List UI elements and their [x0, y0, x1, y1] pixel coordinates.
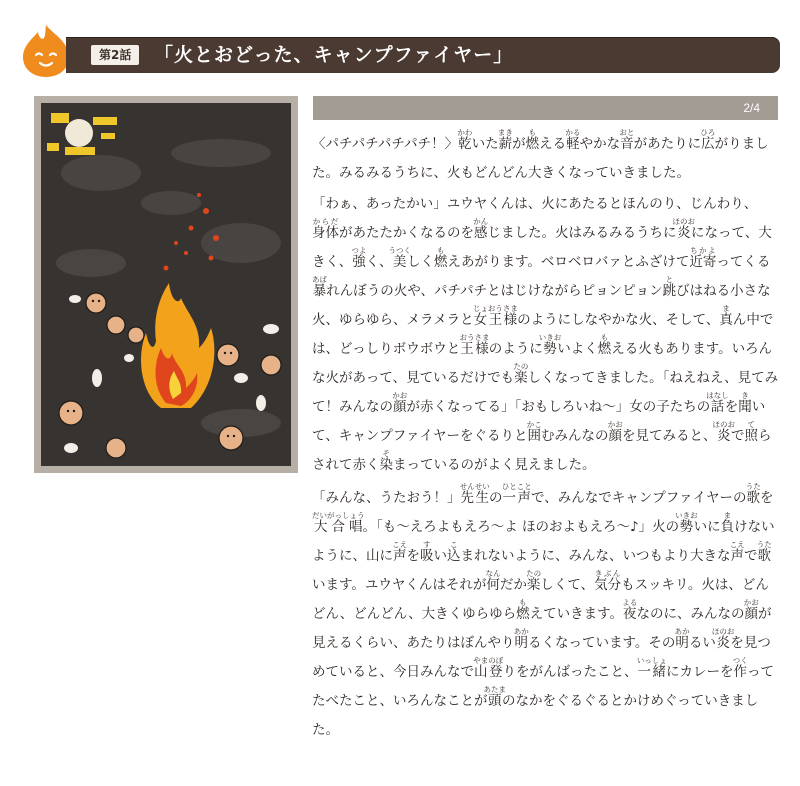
story-text-run: えあがります。ベロベロバァとふざけて [447, 254, 690, 270]
furigana-word: 乾かわ [457, 128, 473, 152]
story-text-run: がりました。みるみるうちに、火もどんどん大きくなっていきました。 [312, 136, 769, 181]
furigana-word: 燃も [433, 246, 448, 270]
story-text-run: を [759, 490, 774, 506]
story-text-run: ってたべたこと、いろんなことが [312, 664, 774, 709]
furigana-word: 楽たの [513, 362, 529, 386]
story-text [312, 128, 780, 745]
story-text-run: が [512, 136, 526, 152]
furigana-word: 感かん [473, 217, 489, 241]
story-text-run: むみんなの [540, 428, 609, 444]
story-text-run: じました。火はみるみるうちに [487, 225, 677, 241]
story-text-run: だか [499, 577, 527, 593]
story-text-run: える火もあります。いろんな火があって、見ているだけでも [312, 341, 773, 386]
furigana-word: 明あか [513, 627, 529, 651]
furigana-word: 込こ [447, 540, 461, 564]
story-text-run: けないように、山に [312, 519, 775, 564]
story-text-run: を [724, 399, 739, 415]
furigana-word: 聞き [738, 391, 752, 415]
furigana-word: 何なん [485, 569, 501, 593]
story-text-run: 「わぁ、あったかい」ユウヤくんは、火にあたるとほんのり、じんわり、 [312, 196, 758, 212]
story-text-run: を [406, 548, 420, 564]
story-text-run: るくなっています。その [528, 635, 676, 651]
furigana-word: 顔かお [607, 420, 623, 444]
furigana-word: 強つよ [351, 246, 367, 270]
story-text-run: があたりに [633, 136, 702, 152]
campfire-illustration [41, 103, 291, 466]
furigana-word: 勢いきお [675, 511, 698, 535]
flame-mascot-icon [20, 22, 72, 78]
story-text-run: しくなってきました。「ねえねえ、見てみて！みんなの [312, 370, 779, 415]
furigana-word: 暴あば [312, 275, 327, 299]
furigana-word: 真ま [719, 304, 733, 328]
furigana-word: 薪まき [497, 128, 513, 152]
furigana-word: 明あか [674, 627, 690, 651]
furigana-word: 囲かこ [526, 420, 542, 444]
story-text-run: のようにしなやかな火、そして、 [517, 312, 720, 328]
furigana-word: 先生せんせい [459, 482, 490, 506]
story-text-run: 。「も～えろよもえろ～よ ほのおよもえろ～♪」火の [362, 519, 680, 535]
furigana-word: 燃も [516, 598, 530, 622]
furigana-word: 軽かる [565, 128, 581, 152]
story-text-run: しく [406, 254, 434, 270]
story-text-run: いに [693, 519, 721, 535]
furigana-word: 王様おうさま [459, 333, 490, 357]
story-text-run: まれないように、みんな、いつもより大きな [460, 548, 731, 564]
furigana-word: 勢いきお [538, 333, 562, 357]
furigana-word: 美うつく [388, 246, 411, 270]
story-text-run: が赤くなってる」「おもしろいね～」女の子たちの [406, 399, 711, 415]
story-text-run: いて、キャンプファイヤーをぐるりと [312, 399, 766, 444]
story-paragraph [312, 128, 780, 188]
furigana-word: 広ひろ [700, 128, 716, 152]
furigana-word: 跳と [662, 275, 677, 299]
story-text-run: が見えるくらい、あたりはぼんやり [312, 606, 772, 651]
story-text-run: らされて赤く [312, 428, 772, 473]
story-text-run: もスッキリ。火は、どんどん、どんどん、大きくゆらゆら [312, 577, 769, 622]
furigana-word: 燃も [597, 333, 612, 357]
story-text-run: のなかをぐるぐるとかけめぐっていきました。 [312, 693, 759, 738]
furigana-word: 身体からだ [312, 217, 339, 241]
story-paragraph [312, 190, 780, 480]
story-text-run: い [433, 548, 447, 564]
episode-title-bar [66, 37, 780, 73]
furigana-word: 山登やまのぼ [473, 656, 504, 680]
story-text-run: 〈パチパチパチパチ！〉 [312, 136, 459, 152]
furigana-word: 頭あたま [483, 685, 506, 709]
furigana-word: 楽たの [526, 569, 542, 593]
furigana-word: 燃も [525, 128, 540, 152]
story-text-run: いた [471, 136, 499, 152]
story-text-run: びはねる小さな火、ゆらゆら、メラメラと [312, 283, 771, 328]
furigana-word: 一声ひとこと [501, 482, 532, 506]
story-text-run: にカレーを [666, 664, 734, 680]
story-text-run: まっているのがよく見えました。 [393, 457, 596, 473]
furigana-word: 染そ [379, 449, 393, 473]
story-text-run: を見てみると、 [621, 428, 717, 444]
story-text-run: のように [488, 341, 543, 357]
story-text-run: を見つめていると、今日みんなで [312, 635, 771, 680]
furigana-word: 声こえ [392, 540, 408, 564]
furigana-word: 炎ほのお [711, 627, 735, 651]
story-text-run: ってくる [716, 254, 771, 270]
page-number: 2/4 [743, 101, 760, 115]
furigana-word: 負ま [720, 511, 735, 535]
furigana-word: 大合唱だいがっしょう [312, 511, 365, 535]
story-text-run: になって、大きく、 [312, 225, 772, 270]
story-text-run: で、みんなでキャンプファイヤーの [531, 490, 747, 506]
story-text-run: 「みんな、うたおう！」 [312, 490, 461, 506]
furigana-word: 作つく [732, 656, 748, 680]
story-text-run: えていきます。 [529, 606, 624, 622]
story-text-run: で [730, 428, 745, 444]
story-text-run: く、 [365, 254, 393, 270]
story-illustration [34, 96, 298, 473]
furigana-word: 声こえ [729, 540, 745, 564]
story-text-run: で [744, 548, 758, 564]
story-text-run: りをがんばったこと、 [502, 664, 638, 680]
story-text-run: ん中では、どっしりボウボウと [312, 312, 774, 357]
story-paragraph [312, 482, 780, 745]
furigana-word: 女王様じょおうさま [472, 304, 518, 328]
story-text-run: れんぼうの火や、パチパチとはじけながらピョンピョン [326, 283, 663, 299]
story-text-run: なのに、みんなの [636, 606, 745, 622]
episode-badge: 第2話 [91, 45, 139, 65]
story-text-run: の [489, 490, 503, 506]
furigana-word: 吸す [420, 540, 434, 564]
furigana-word: 歌うた [745, 482, 761, 506]
furigana-word: 顔かお [743, 598, 759, 622]
story-text-run: やかな [579, 136, 621, 152]
furigana-word: 夜よる [622, 598, 638, 622]
story-text-run: いよく [557, 341, 598, 357]
furigana-word: 音おと [619, 128, 635, 152]
furigana-word: 一緒いっしょ [636, 656, 667, 680]
furigana-word: 炎ほのお [672, 217, 695, 241]
furigana-word: 顔かお [392, 391, 408, 415]
furigana-word: 気分きぶん [594, 569, 622, 593]
furigana-word: 話はなし [706, 391, 729, 415]
page-indicator-bar [313, 96, 778, 120]
story-text-run: があたたかくなるのを [339, 225, 474, 241]
furigana-word: 照て [744, 420, 758, 444]
story-text-run: しくて、 [540, 577, 595, 593]
episode-title: 「火とおどった、キャンプファイヤー」 [154, 44, 514, 66]
story-text-run: える [539, 136, 567, 152]
furigana-word: 歌うた [756, 540, 772, 564]
story-text-run: います。ユウヤくんはそれが [312, 577, 487, 593]
furigana-word: 炎ほのお [712, 420, 735, 444]
story-text-run: るい [688, 635, 716, 651]
furigana-word: 近寄ちかよ [689, 246, 717, 270]
